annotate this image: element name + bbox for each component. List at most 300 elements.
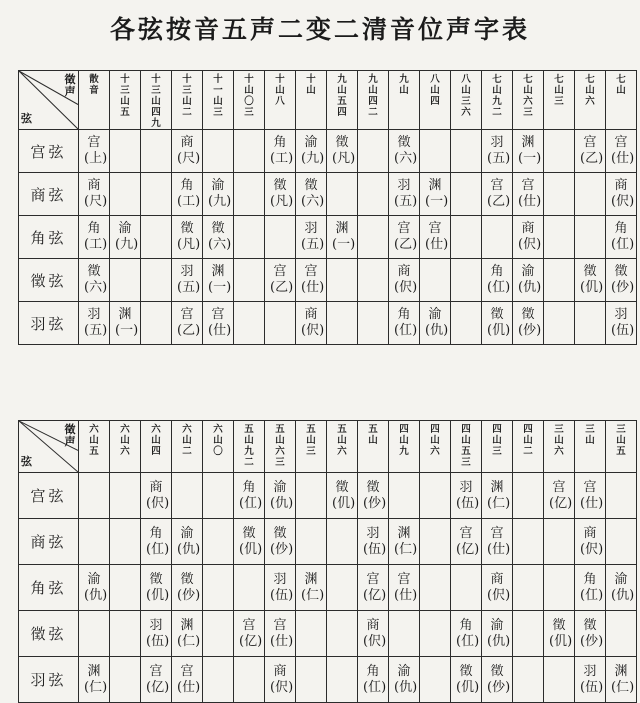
position-header-label: 六山五 <box>89 424 99 457</box>
note-cell <box>575 657 606 703</box>
note-text: 羽(五) <box>487 135 511 166</box>
note-cell <box>544 216 575 259</box>
position-header <box>110 71 141 130</box>
string-name-cell <box>19 611 79 657</box>
corner-cell <box>19 71 79 130</box>
position-header-label: 六山四 <box>151 424 161 457</box>
corner-string-label: 弦 <box>21 112 32 125</box>
string-name: 角弦 <box>30 228 67 247</box>
position-header-label: 三山六 <box>554 424 564 457</box>
note-cell <box>451 259 482 302</box>
note-cell <box>358 657 389 703</box>
note-cell <box>141 259 172 302</box>
note-cell <box>451 473 482 519</box>
position-header <box>265 421 296 473</box>
note-cell <box>389 302 420 345</box>
note-text: 角(仜) <box>580 571 604 603</box>
note-cell <box>544 130 575 173</box>
note-cell <box>296 259 327 302</box>
note-cell <box>203 657 234 703</box>
string-row <box>19 565 637 611</box>
note-cell <box>606 473 637 519</box>
note-cell <box>482 259 513 302</box>
note-text: 宫(仕) <box>301 264 325 295</box>
note-cell <box>203 519 234 565</box>
note-cell <box>358 130 389 173</box>
note-text: 商(伬) <box>301 307 325 338</box>
note-cell <box>234 657 265 703</box>
note-cell <box>203 173 234 216</box>
string-name-cell <box>19 473 79 519</box>
position-header-label: 七山六 <box>585 74 595 107</box>
note-text: 角(工) <box>84 221 108 252</box>
note-text: 渝(九) <box>301 135 325 166</box>
string-row <box>19 216 637 259</box>
position-header <box>327 421 358 473</box>
position-header <box>451 421 482 473</box>
note-cell <box>575 565 606 611</box>
note-cell <box>296 302 327 345</box>
note-text: 宫(亿) <box>363 571 387 603</box>
note-cell <box>606 565 637 611</box>
note-text: 徵(仯) <box>518 307 542 338</box>
string-row <box>19 519 637 565</box>
note-cell <box>358 611 389 657</box>
note-text: 宫(乙) <box>177 307 201 338</box>
note-text: 渝(九) <box>208 178 232 209</box>
note-cell <box>482 302 513 345</box>
position-header-label: 六山〇 <box>213 424 223 457</box>
corner-cell <box>19 421 79 473</box>
position-header-label: 七山三 <box>554 74 564 107</box>
note-cell <box>513 473 544 519</box>
note-cell <box>575 519 606 565</box>
note-cell <box>172 259 203 302</box>
note-cell <box>513 130 544 173</box>
note-text: 宫(仕) <box>487 525 511 557</box>
position-header-label: 五山 <box>368 424 378 446</box>
note-text: 羽(五) <box>301 221 325 252</box>
note-cell <box>513 216 544 259</box>
note-cell <box>265 657 296 703</box>
note-text: 商(尺) <box>84 178 108 209</box>
note-cell <box>513 565 544 611</box>
note-cell <box>575 173 606 216</box>
note-cell <box>172 611 203 657</box>
note-text: 羽(伍) <box>270 571 294 603</box>
string-name: 商弦 <box>30 533 67 551</box>
position-header <box>451 71 482 130</box>
note-cell <box>141 657 172 703</box>
note-cell <box>451 657 482 703</box>
position-header <box>141 71 172 130</box>
note-text: 渊(一) <box>115 307 139 338</box>
note-cell <box>513 173 544 216</box>
note-cell <box>79 130 110 173</box>
note-text: 宫(乙) <box>487 178 511 209</box>
position-header <box>606 71 637 130</box>
string-name: 羽弦 <box>30 671 67 689</box>
note-text: 渝(仇) <box>425 307 449 338</box>
note-text: 徵(仉) <box>580 264 604 295</box>
note-text: 宫(仕) <box>425 221 449 252</box>
note-text: 角(工) <box>177 178 201 209</box>
note-cell <box>203 565 234 611</box>
note-cell <box>389 473 420 519</box>
note-text: 商(伬) <box>363 617 387 649</box>
note-text: 宫(仕) <box>580 479 604 511</box>
note-text: 宫(仕) <box>177 663 201 695</box>
note-text: 羽(伍) <box>611 307 635 338</box>
note-text: 羽(伍) <box>363 525 387 557</box>
note-cell <box>482 130 513 173</box>
note-text: 渊(仁) <box>487 479 511 511</box>
note-cell <box>482 216 513 259</box>
note-cell <box>482 519 513 565</box>
note-cell <box>451 519 482 565</box>
note-cell <box>451 130 482 173</box>
note-cell <box>172 173 203 216</box>
note-text: 宫(仕) <box>611 135 635 166</box>
note-text: 商(伬) <box>487 571 511 603</box>
string-row <box>19 259 637 302</box>
note-cell <box>234 302 265 345</box>
note-cell <box>110 657 141 703</box>
note-cell <box>203 611 234 657</box>
position-header <box>482 421 513 473</box>
note-text: 徵(仉) <box>549 617 573 649</box>
position-header <box>389 71 420 130</box>
note-cell <box>265 216 296 259</box>
position-header <box>296 71 327 130</box>
note-text: 宫(仕) <box>208 307 232 338</box>
note-text: 宫(亿) <box>239 617 263 649</box>
position-header <box>79 421 110 473</box>
note-text: 渊(仁) <box>84 663 108 695</box>
string-row <box>19 473 637 519</box>
note-cell <box>575 259 606 302</box>
note-text: 徵(六) <box>208 221 232 252</box>
note-cell <box>358 302 389 345</box>
note-text: 角(仜) <box>394 307 418 338</box>
note-text: 商(伬) <box>580 525 604 557</box>
note-cell <box>296 130 327 173</box>
note-cell <box>172 473 203 519</box>
position-header <box>544 71 575 130</box>
note-cell <box>451 611 482 657</box>
note-cell <box>389 130 420 173</box>
note-text: 商(伬) <box>611 178 635 209</box>
note-cell <box>172 519 203 565</box>
note-cell <box>544 657 575 703</box>
string-row <box>19 130 637 173</box>
note-cell <box>79 302 110 345</box>
note-cell <box>265 173 296 216</box>
position-header <box>110 421 141 473</box>
position-header-label: 八山四 <box>430 74 440 107</box>
note-cell <box>544 173 575 216</box>
note-cell <box>141 565 172 611</box>
note-cell <box>420 519 451 565</box>
note-cell <box>79 216 110 259</box>
note-text: 徵(六) <box>301 178 325 209</box>
note-cell <box>513 519 544 565</box>
note-cell <box>420 130 451 173</box>
string-name-cell <box>19 657 79 703</box>
note-cell <box>79 565 110 611</box>
note-text: 徵(凡) <box>332 135 356 166</box>
string-name: 徵弦 <box>30 625 67 643</box>
note-cell <box>296 657 327 703</box>
note-cell <box>389 611 420 657</box>
note-text: 羽(伍) <box>146 617 170 649</box>
position-header-label: 四山五三 <box>461 424 471 468</box>
note-cell <box>110 259 141 302</box>
note-text: 渊(一) <box>425 178 449 209</box>
note-text: 羽(五) <box>84 307 108 338</box>
note-cell <box>420 302 451 345</box>
position-header <box>203 421 234 473</box>
note-text: 徵(仉) <box>456 663 480 695</box>
position-header-label: 五山九二 <box>244 424 254 468</box>
position-header-label: 四山六 <box>430 424 440 457</box>
note-text: 渝(仇) <box>84 571 108 603</box>
note-cell <box>110 173 141 216</box>
note-cell <box>544 473 575 519</box>
note-cell <box>358 259 389 302</box>
position-header-label: 十一山三 <box>213 74 223 118</box>
corner-sound-label: 徵声 <box>64 73 76 98</box>
note-text: 徵(仉) <box>487 307 511 338</box>
position-header-label: 五山六 <box>337 424 347 457</box>
string-name-cell <box>19 565 79 611</box>
position-table-2 <box>18 420 637 703</box>
note-cell <box>172 216 203 259</box>
string-name: 商弦 <box>30 185 67 204</box>
position-header <box>234 71 265 130</box>
position-header-label: 四山九 <box>399 424 409 457</box>
position-header <box>420 71 451 130</box>
note-cell <box>296 473 327 519</box>
note-cell <box>544 611 575 657</box>
note-cell <box>389 173 420 216</box>
note-text: 徵(凡) <box>177 221 201 252</box>
note-text: 渊(仁) <box>177 617 201 649</box>
note-cell <box>575 473 606 519</box>
note-text: 渝(仇) <box>394 663 418 695</box>
note-cell <box>389 657 420 703</box>
note-cell <box>358 473 389 519</box>
note-text: 宫(上) <box>84 135 108 166</box>
note-text: 角(仜) <box>611 221 635 252</box>
note-cell <box>234 173 265 216</box>
note-text: 徵(仯) <box>580 617 604 649</box>
note-cell <box>358 565 389 611</box>
position-header-label: 五山六三 <box>275 424 285 468</box>
position-header-label: 散音 <box>89 74 99 96</box>
note-text: 角(工) <box>270 135 294 166</box>
position-header <box>358 421 389 473</box>
note-text: 商(伬) <box>146 479 170 511</box>
position-header <box>575 421 606 473</box>
position-header <box>389 421 420 473</box>
position-header <box>420 421 451 473</box>
note-cell <box>482 657 513 703</box>
note-cell <box>110 565 141 611</box>
note-cell <box>544 565 575 611</box>
note-cell <box>141 473 172 519</box>
note-text: 渊(一) <box>332 221 356 252</box>
note-cell <box>141 519 172 565</box>
note-text: 羽(伍) <box>456 479 480 511</box>
note-cell <box>234 130 265 173</box>
note-cell <box>358 173 389 216</box>
note-text: 徵(凡) <box>270 178 294 209</box>
note-cell <box>389 519 420 565</box>
page-title: 各弦按音五声二变二清音位声字表 <box>109 15 530 44</box>
note-cell <box>79 611 110 657</box>
position-header-label: 十三山五 <box>120 74 130 118</box>
note-cell <box>389 565 420 611</box>
note-cell <box>110 611 141 657</box>
position-header <box>203 71 234 130</box>
note-cell <box>606 657 637 703</box>
note-cell <box>327 565 358 611</box>
corner-sound-label: 徵声 <box>64 423 76 448</box>
note-cell <box>141 173 172 216</box>
note-cell <box>451 302 482 345</box>
note-text: 商(尺) <box>177 135 201 166</box>
note-text: 羽(五) <box>177 264 201 295</box>
note-text: 渝(仇) <box>518 264 542 295</box>
position-header-label: 六山二 <box>182 424 192 457</box>
note-cell <box>482 473 513 519</box>
position-header <box>513 71 544 130</box>
position-header-label: 三山 <box>585 424 595 446</box>
note-cell <box>420 657 451 703</box>
note-cell <box>420 216 451 259</box>
note-text: 羽(伍) <box>580 663 604 695</box>
header-row <box>19 421 637 473</box>
string-name-cell <box>19 302 79 345</box>
position-header-label: 九山 <box>399 74 409 96</box>
note-text: 角(仜) <box>146 525 170 557</box>
note-cell <box>79 173 110 216</box>
note-text: 渝(仇) <box>487 617 511 649</box>
position-header-label: 十三山四九 <box>151 74 161 129</box>
note-cell <box>172 565 203 611</box>
note-cell <box>79 473 110 519</box>
note-cell <box>234 216 265 259</box>
string-row <box>19 302 637 345</box>
note-cell <box>265 473 296 519</box>
note-cell <box>296 519 327 565</box>
note-cell <box>482 565 513 611</box>
note-text: 渝(仇) <box>177 525 201 557</box>
position-header-label: 十山八 <box>275 74 285 107</box>
note-text: 宫(乙) <box>270 264 294 295</box>
note-text: 宫(仕) <box>394 571 418 603</box>
note-cell <box>327 173 358 216</box>
position-header <box>513 421 544 473</box>
note-text: 徵(仯) <box>487 663 511 695</box>
note-cell <box>203 473 234 519</box>
string-name-cell <box>19 519 79 565</box>
string-row <box>19 611 637 657</box>
note-cell <box>141 302 172 345</box>
note-cell <box>203 302 234 345</box>
position-header-label: 七山九二 <box>492 74 502 118</box>
note-text: 徵(仯) <box>363 479 387 511</box>
position-header <box>79 71 110 130</box>
string-name-cell <box>19 259 79 302</box>
note-cell <box>265 611 296 657</box>
position-header <box>482 71 513 130</box>
note-text: 徵(六) <box>394 135 418 166</box>
note-text: 羽(五) <box>394 178 418 209</box>
position-table-1 <box>18 70 637 345</box>
note-text: 商(伬) <box>394 264 418 295</box>
note-text: 渊(一) <box>518 135 542 166</box>
note-cell <box>172 657 203 703</box>
note-cell <box>327 216 358 259</box>
note-cell <box>327 259 358 302</box>
note-cell <box>110 130 141 173</box>
note-cell <box>606 519 637 565</box>
position-header-label: 十三山二 <box>182 74 192 118</box>
note-cell <box>110 216 141 259</box>
note-text: 徵(仉) <box>146 571 170 603</box>
note-cell <box>327 302 358 345</box>
note-text: 徵(仯) <box>611 264 635 295</box>
position-header <box>544 421 575 473</box>
position-header <box>141 421 172 473</box>
note-cell <box>141 216 172 259</box>
note-cell <box>265 565 296 611</box>
note-cell <box>172 302 203 345</box>
note-cell <box>234 565 265 611</box>
note-text: 徵(六) <box>84 264 108 295</box>
note-cell <box>265 519 296 565</box>
note-cell <box>79 259 110 302</box>
note-cell <box>327 519 358 565</box>
note-cell <box>110 519 141 565</box>
note-text: 宫(仕) <box>270 617 294 649</box>
position-header <box>234 421 265 473</box>
note-cell <box>420 173 451 216</box>
note-cell <box>606 216 637 259</box>
note-cell <box>327 657 358 703</box>
note-cell <box>358 216 389 259</box>
note-cell <box>110 302 141 345</box>
position-header-label: 六山六 <box>120 424 130 457</box>
string-row <box>19 657 637 703</box>
position-header-label: 九山四二 <box>368 74 378 118</box>
string-name-cell <box>19 130 79 173</box>
note-cell <box>327 473 358 519</box>
string-name: 羽弦 <box>30 314 67 333</box>
string-name-cell <box>19 173 79 216</box>
note-text: 渊(仁) <box>394 525 418 557</box>
position-header-label: 三山五 <box>616 424 626 457</box>
note-text: 宫(亿) <box>456 525 480 557</box>
note-cell <box>141 611 172 657</box>
position-header <box>172 421 203 473</box>
position-header <box>296 421 327 473</box>
note-cell <box>265 302 296 345</box>
note-cell <box>327 130 358 173</box>
header-row <box>19 71 637 130</box>
